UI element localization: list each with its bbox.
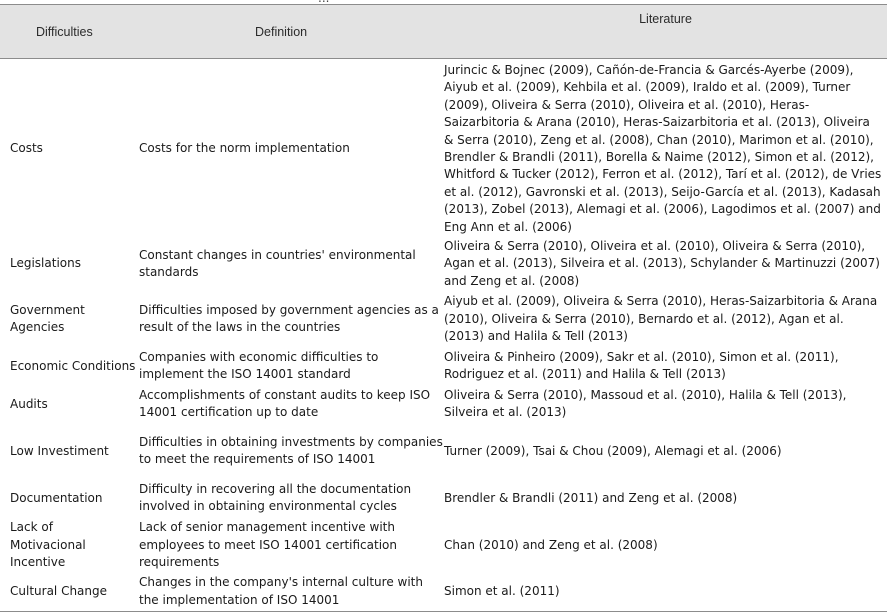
difficulty-cell: Costs (10, 141, 43, 156)
difficulty-cell: Audits (10, 396, 48, 411)
difficulty-cell: Lack of Motivacional Incentive (10, 520, 86, 569)
definition-cell: Companies with economic difficulties to implement the ISO 14001 standard (139, 349, 379, 382)
difficulty-cell: Legislations (10, 256, 81, 271)
literature-cell: Simon et al. (2011) (444, 573, 887, 611)
table-row (0, 291, 887, 347)
table-header-row (0, 5, 887, 59)
difficulty-cell: Low Investiment (10, 443, 109, 458)
table-row (0, 479, 887, 517)
table-row (0, 237, 887, 291)
literature-cell: Turner (2009), Tsai & Chou (2009), Alemagi et al. (2006) (444, 443, 782, 458)
definition-cell: Accomplishments of constant audits to keep ISO 14001 certification up to date (139, 387, 431, 420)
literature-cell: Oliveira & Serra (2010), Oliveira et al. (2010), Oliveira & Serra (2010), Agan et al. (2013), Silveira et al. (2013), Schylander & Martinuzzi (2007) and Zeng et al. (2008) (444, 239, 880, 288)
literature-cell: Jurincic & Bojnec (2009), Cañón-de-Francia & Garcés-Ayerbe (2009), Aiyub et al. (2009), Kehbila et al. (2009), Iraldo et al. (2009), Turner (2009), Oliveira & Serra (2010), Oliveira et al. (2010), Heras-Saizarbitoria & Arana (2010), Heras-Saizarbitoria et al. (2013), Oliveira & Serra (2010), Zeng et al. (2008), Chan (2010), Marimon et al. (2010), Brendler & Brandli (2011), Borella & Naime (2012), Simon et al. (2012), Whitford & Tucker (2012), Ferron et al. (2012), Tarí et al. (2012), de Vries et al. (2012), Gavronski et al. (2013), Seijo-García et al. (2013), Kadasah (2013), Zobel (2013), Alemagi et al. (2006), Lagodimos et al. (2007) and Eng Ann et al. (2006) (444, 63, 882, 234)
table-row (0, 347, 887, 385)
definition-cell: Difficulties imposed by government agencies as a result of the laws in the countries (139, 302, 439, 335)
definition-cell: Difficulties in obtaining investments by companies to meet the requirements of ISO 14001 (139, 434, 443, 467)
difficulties-table (0, 4, 887, 612)
column-header-literature: Literature (444, 5, 887, 59)
definition-cell: Costs for the norm implementation (139, 141, 350, 156)
definition-cell: Constant changes in countries' environmental standards (139, 247, 416, 280)
table-row (0, 423, 887, 479)
difficulty-cell: Cultural Change (0, 573, 139, 611)
definition-cell: Lack of senior management incentive with employees to meet ISO 14001 certification requirements (139, 520, 397, 569)
literature-cell: Oliveira & Serra (2010), Massoud et al. (2010), Halila & Tell (2013), Silveira et al. (2013) (444, 387, 847, 420)
table-row (0, 573, 887, 611)
table-row (0, 385, 887, 423)
difficulty-cell: Economic Conditions (10, 358, 136, 373)
literature-cell: Aiyub et al. (2009), Oliveira & Serra (2010), Heras-Saizarbitoria & Arana (2010), Oliveira & Serra (2010), Bernardo et al. (2012), Agan et al. (2013) and Halila & Tell (2013) (444, 294, 878, 343)
definition-cell: Changes in the company's internal culture with the implementation of ISO 14001 (139, 573, 444, 611)
definition-cell: Difficulty in recovering all the documentation involved in obtaining environmental cycles (139, 481, 412, 514)
column-header-difficulties: Difficulties (0, 5, 139, 59)
column-header-definition: Definition (139, 5, 444, 59)
difficulty-cell: Government Agencies (10, 302, 85, 335)
literature-cell: Chan (2010) and Zeng et al. (2008) (444, 537, 658, 552)
literature-cell: Oliveira & Pinheiro (2009), Sakr et al. (2010), Simon et al. (2011), Rodriguez et al. (2011) and Halila & Tell (2013) (444, 349, 839, 382)
difficulty-cell: Documentation (10, 490, 103, 505)
table-row (0, 59, 887, 238)
literature-cell: Brendler & Brandli (2011) and Zeng et al. (2008) (444, 490, 738, 505)
table-row (0, 517, 887, 573)
